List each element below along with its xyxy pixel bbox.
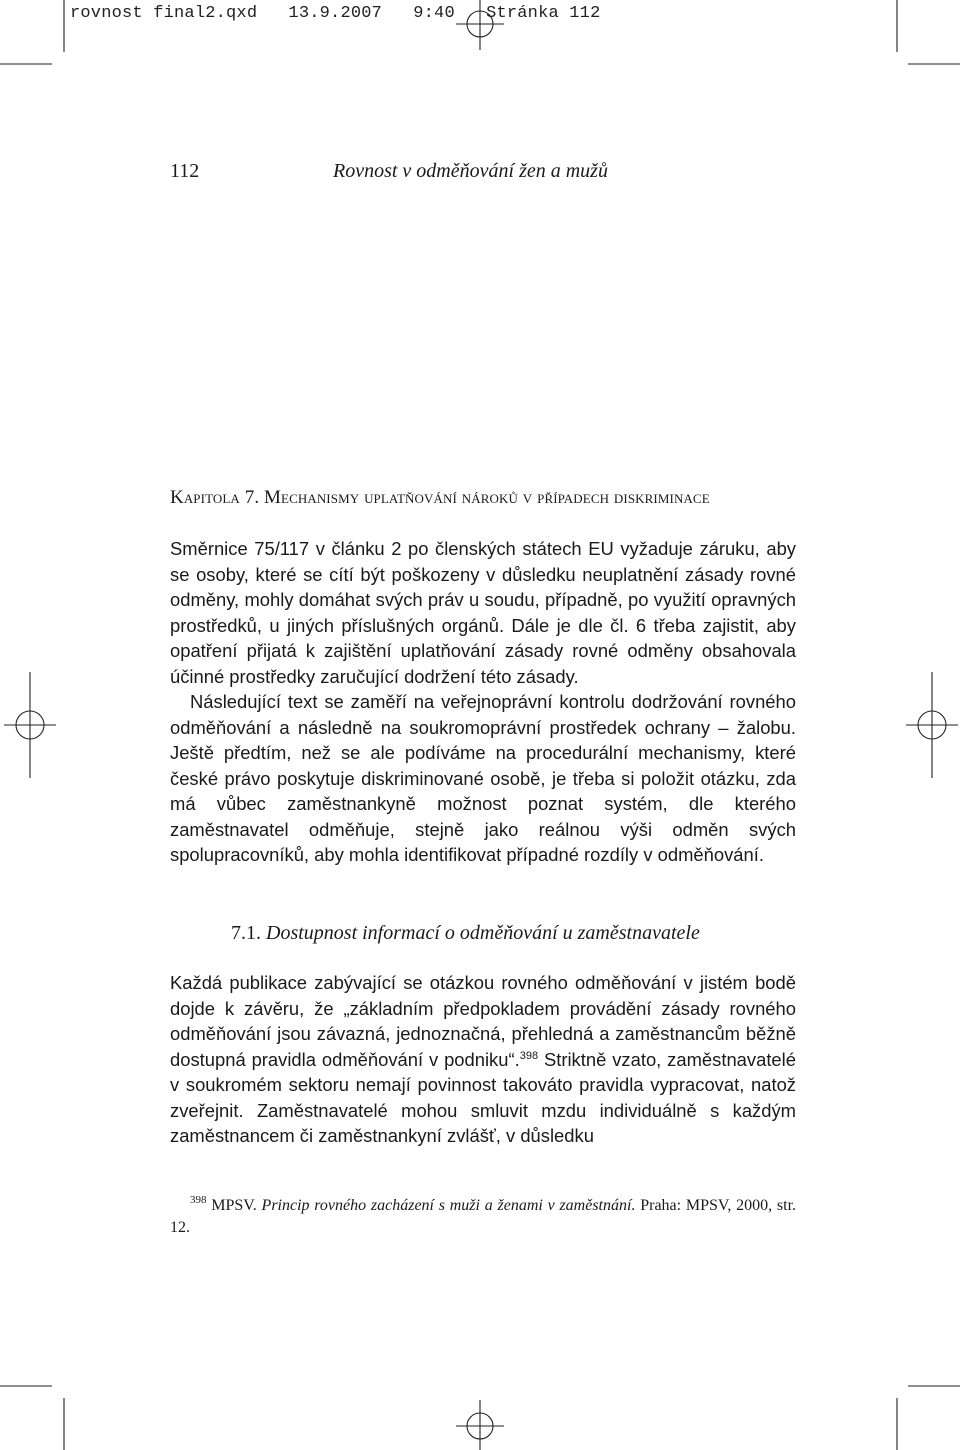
page-number: 112 <box>170 160 200 182</box>
printer-slug: rovnost final2.qxd 13.9.2007 9:40 Stránka 112 <box>70 4 601 23</box>
footnote-reference: 398 <box>519 1049 539 1062</box>
footnote-publication: Praha: MPSV, 2000, str. 12. <box>170 1197 797 1236</box>
chapter-intro-text <box>170 536 796 868</box>
registration-target-bottom <box>456 1400 504 1450</box>
running-head <box>170 160 796 188</box>
section-heading <box>231 922 700 945</box>
section-number: 7.1. <box>231 922 261 944</box>
footnote-author: MPSV. <box>211 1197 257 1214</box>
footnote <box>170 1195 796 1239</box>
paragraph: Směrnice 75/117 v článku 2 po členských státech EU vyžaduje záruku, aby se osoby, které se cítí být poškozeny v důsledku neuplatnění zásady rovné odměny, mohly domáhat svých práv u soudu, případně, po využití opravných prostředků, u jiných příslušných orgánů. Dále je dle čl. 6 třeba zajistit, aby opatření přijatá k zajištění uplatňování zásady rovné odměny obsahovala účinné prostředky zaručující dodržení této zásady. <box>170 538 796 687</box>
footnote-title: Princip rovného zacházení s muži a ženami v zaměstnání. <box>261 1197 636 1214</box>
registration-target-left <box>4 672 56 778</box>
running-title: Rovnost v odměňování žen a mužů <box>333 160 608 182</box>
registration-target-right <box>906 672 958 778</box>
paragraph <box>170 970 796 1149</box>
section-title: Dostupnost informací o odměňování u zaměstnavatele <box>266 922 700 944</box>
paragraph-text-after-ref: Striktně vzato, zaměstnavatelé v soukromém sektoru nemají povinnost takováto pravidla vypracovat, natož zveřejnit. Zaměstnavatelé mohou smluvit mzdu individuálně s každým zaměstnancem či zaměstnankyní zvlášť, v důsledku <box>170 1048 796 1146</box>
footnote-number: 398 <box>190 1194 207 1206</box>
paragraph-text-before-ref: Každá publikace zabývající se otázkou rovného odměňování v jistém bodě dojde k závěru, že „základním předpokladem provádění zásady rovného odměňování jsou závazná, jednoznačná, přehledná a zaměstnancům běžně dostupná pravidla odměňování v podniku“. <box>170 972 796 1070</box>
section-text <box>170 970 796 1149</box>
chapter-heading: Kapitola 7. Mechanismy uplatňování nároků v případech diskriminace <box>170 487 710 508</box>
paragraph: Následující text se zaměří na veřejnoprávní kontrolu dodržování rovného odměňování a následně na soukromoprávní prostředek ochrany – žalobu. Ještě předtím, než se ale podíváme na procedurální mechanismy, které české právo poskytuje diskriminované osobě, je třeba si položit otázku, zda má vůbec zaměstnankyně možnost poznat systém, dle kterého zaměstnavatel odměňuje, stejně jako reálnou výši odměn svých spolupracovníků, aby mohla identifikovat případné rozdíly v odměňování. <box>170 691 796 865</box>
